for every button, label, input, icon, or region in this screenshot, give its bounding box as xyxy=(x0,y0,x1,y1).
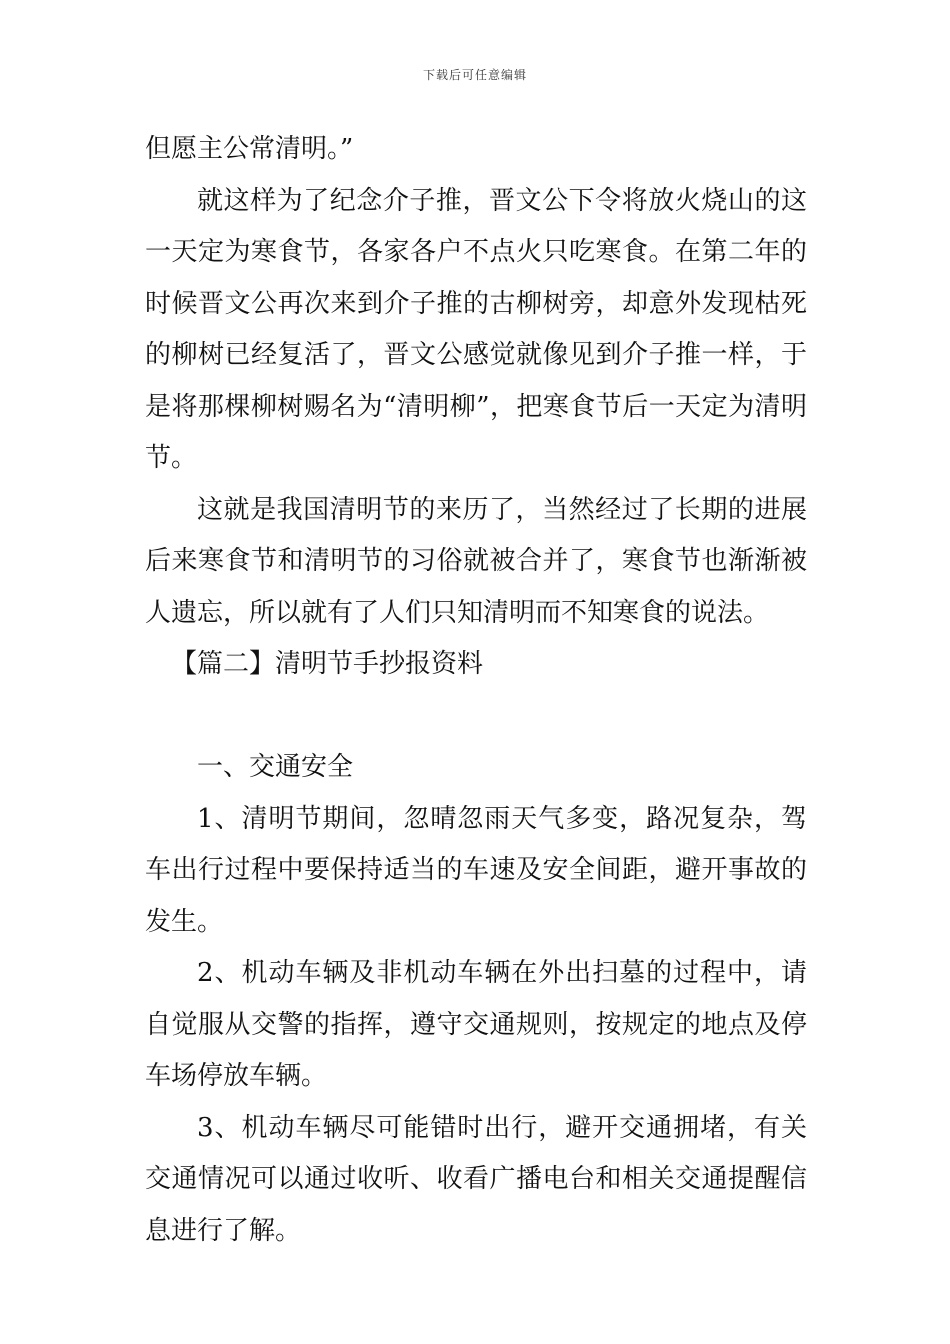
section-heading: 【篇二】清明节手抄报资料 xyxy=(171,649,484,679)
subsection-heading: 一、交通安全 xyxy=(197,752,354,782)
document-body xyxy=(145,124,807,1257)
page-header: 下载后可任意编辑 xyxy=(422,68,527,82)
blank-line xyxy=(145,691,807,743)
list-item-3: 3、机动车辆尽可能错时出行，避开交通拥堵，有关交通情况可以通过收听、收看广播电台和相关交通提醒信息进行了解。 xyxy=(145,1112,807,1246)
paragraph-cold-food-origin: 就这样为了纪念介子推，晋文公下令将放火烧山的这一天定为寒食节，各家各户不点火只吃寒食。在第二年的时候晋文公再次来到介子推的古柳树旁，却意外发现枯死的柳树已经复活了，晋文公感觉就像见到介子推一样，于是将那棵柳树赐名为“清明柳”，把寒食节后一天定为清明节。 xyxy=(145,185,807,473)
paragraph-festival-history: 这就是我国清明节的来历了，当然经过了长期的进展后来寒食节和清明节的习俗就被合并了，寒食节也渐渐被人遗忘，所以就有了人们只知清明而不知寒食的说法。 xyxy=(145,494,807,628)
list-item-1: 1、清明节期间，忽晴忽雨天气多变，路况复杂，驾车出行过程中要保持适当的车速及安全间距，避开事故的发生。 xyxy=(145,803,807,937)
list-item-2: 2、机动车辆及非机动车辆在外出扫墓的过程中，请自觉服从交警的指挥，遵守交通规则，按规定的地点及停车场停放车辆。 xyxy=(145,958,807,1091)
paragraph-continuation: 但愿主公常清明。” xyxy=(145,134,354,164)
